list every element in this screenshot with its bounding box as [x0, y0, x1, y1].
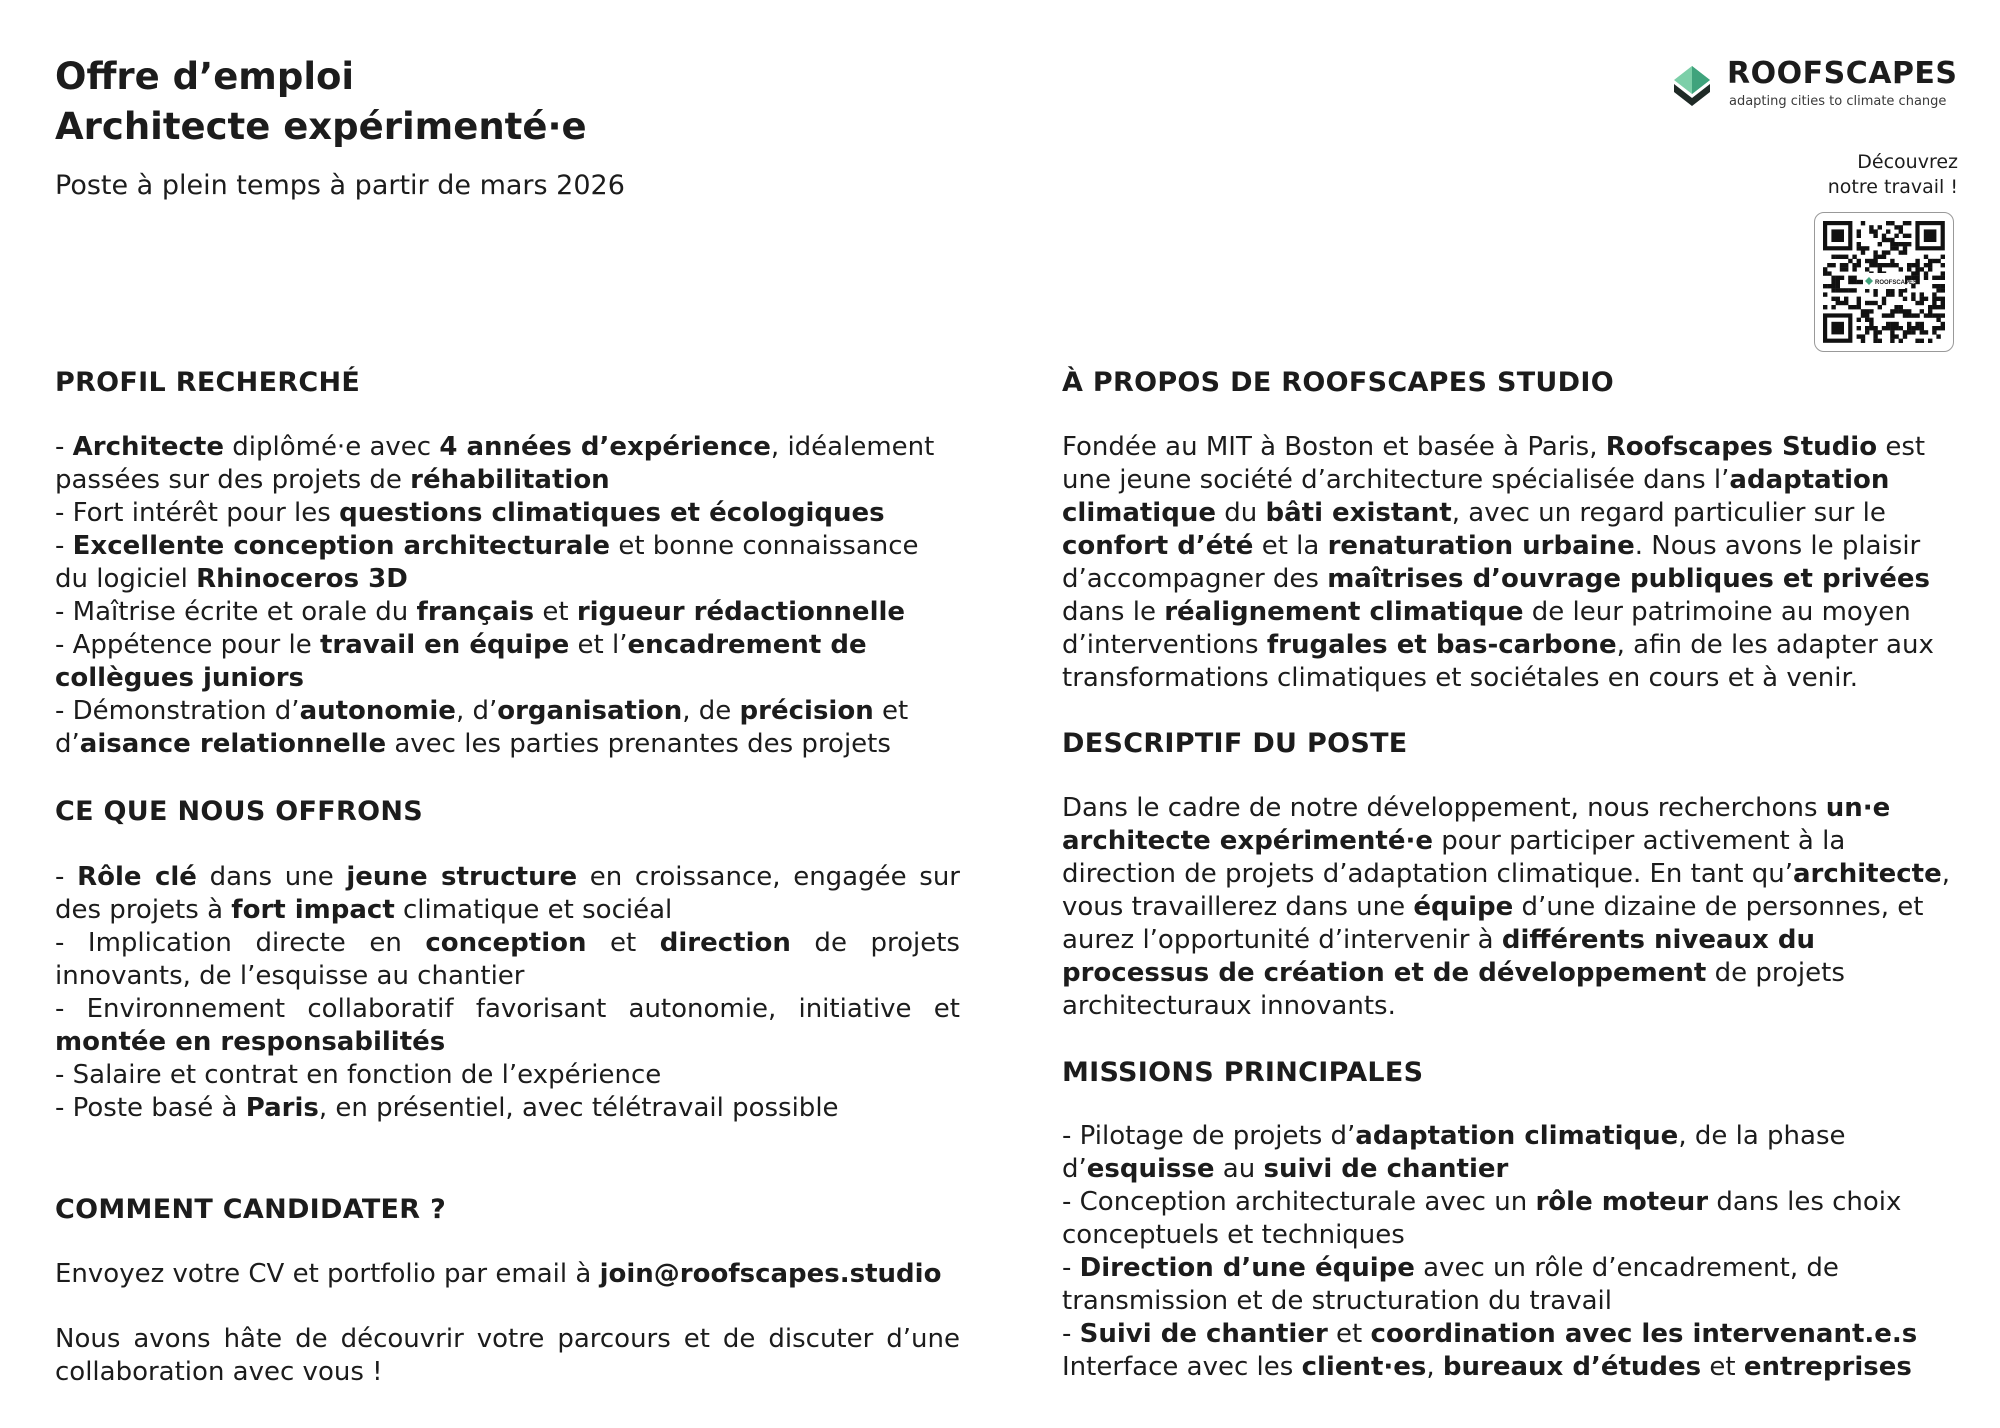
title-line-2: Architecte expérimenté·e	[55, 105, 587, 148]
text-segment: Fondée au MIT à Boston et basée à Paris,	[1062, 432, 1606, 462]
text-segment: dans une	[196, 862, 347, 892]
bold-text: suivi de chantier	[1263, 1154, 1509, 1184]
text-segment: - Appétence pour le	[55, 630, 320, 660]
qr-caption-line-1: Découvrez	[1857, 151, 1958, 173]
bold-text: travail en équipe	[320, 630, 570, 660]
text-segment: Dans le cadre de notre développement, nous recherchons	[1062, 793, 1826, 823]
bold-text: Rhinoceros 3D	[196, 564, 408, 594]
text-segment: au	[1214, 1154, 1264, 1184]
bold-text: jeune structure	[346, 862, 578, 892]
bold-text: direction	[659, 928, 791, 958]
text-segment: , afin de les adapter aux transformations climatiques et sociétales en cours et à venir.	[1062, 630, 1934, 693]
bold-text: entreprises	[1743, 1352, 1912, 1382]
list-item	[1062, 1318, 1962, 1351]
text-segment: , d’	[455, 696, 498, 726]
candidater-email-line	[55, 1258, 960, 1291]
text-segment: Nous avons hâte de découvrir votre parcours et de discuter d’une collaboration avec vous !	[55, 1324, 960, 1387]
text-segment: Interface avec les	[1062, 1352, 1302, 1382]
text-segment: - Environnement collaboratif favorisant autonomie, initiative et	[55, 994, 960, 1024]
text-segment: ,	[1426, 1352, 1443, 1382]
qr-caption	[1780, 150, 1958, 200]
qr-code[interactable]	[1814, 212, 1954, 352]
text-segment: , avec un regard particulier sur le	[1451, 498, 1886, 528]
bold-text: Paris	[245, 1093, 319, 1123]
text-segment: - Pilotage de projets d’	[1062, 1121, 1356, 1151]
list-item	[55, 629, 935, 695]
list-item	[55, 530, 935, 596]
bold-text: réhabilitation	[410, 465, 610, 495]
logo-name: ROOFSCAPES	[1727, 56, 1958, 91]
bold-text: Roofscapes Studio	[1605, 432, 1878, 462]
list-item	[1062, 1252, 1962, 1318]
bold-text: client·es	[1301, 1352, 1427, 1382]
text-segment: de leur patrimoine au moyen d’interventions	[1062, 597, 1911, 660]
text-segment: - Maîtrise écrite et orale du	[55, 597, 417, 627]
bold-text: rigueur rédactionnelle	[576, 597, 906, 627]
list-item	[55, 861, 960, 927]
list-item	[1062, 1351, 1962, 1384]
bold-text: renaturation urbaine	[1327, 531, 1635, 561]
list-item	[1062, 1120, 1962, 1186]
bold-text: bureaux d’études	[1442, 1352, 1702, 1382]
text-segment: , idéalement passées sur des projets de	[55, 432, 935, 495]
list-item	[55, 1092, 960, 1125]
bold-text: fort impact	[231, 895, 395, 925]
text-segment: dans le	[1062, 597, 1165, 627]
bold-text: différents niveaux du processus de création et de développement	[1062, 925, 1816, 988]
bold-text: aisance relationnelle	[79, 729, 387, 759]
text-segment: diplômé·e avec	[223, 432, 440, 462]
text-segment: avec un rôle d’encadrement, de transmission et de structuration du travail	[1062, 1253, 1839, 1316]
bold-text: français	[416, 597, 535, 627]
text-segment: d’une dizaine de personnes, et aurez l’opportunité d’intervenir à	[1062, 892, 1924, 955]
logo-tagline: adapting cities to climate change	[1729, 94, 1947, 109]
profil-heading: PROFIL RECHERCHÉ	[55, 367, 361, 398]
text-segment: - Conception architecturale avec un	[1062, 1187, 1536, 1217]
text-segment: est une jeune société d’architecture spécialisée dans l’	[1062, 432, 1926, 495]
text-segment: - Fort intérêt pour les	[55, 498, 340, 528]
bold-text: Architecte	[72, 432, 224, 462]
text-segment: de projets architecturaux innovants.	[1062, 958, 1845, 1021]
candidater-heading: COMMENT CANDIDATER ?	[55, 1194, 447, 1225]
page-subtitle: Poste à plein temps à partir de mars 2026	[55, 170, 625, 201]
text-segment: climatique et sociéal	[394, 895, 673, 925]
bold-text: conception	[425, 928, 587, 958]
text-segment: -	[55, 432, 73, 462]
bold-text: adaptation climatique	[1355, 1121, 1679, 1151]
list-item	[55, 596, 935, 629]
propos-heading: À PROPOS DE ROOFSCAPES STUDIO	[1062, 367, 1614, 398]
bold-text: confort d’été	[1062, 531, 1254, 561]
list-item	[1062, 1186, 1962, 1252]
bold-text: encadrement de collègues juniors	[55, 630, 867, 693]
text-segment: dans les choix conceptuels et techniques	[1062, 1187, 1902, 1250]
bold-text: bâti existant	[1265, 498, 1452, 528]
bold-text: join@roofscapes.studio	[599, 1259, 942, 1289]
text-segment: , en présentiel, avec télétravail possible	[318, 1093, 839, 1123]
bold-text: esquisse	[1086, 1154, 1215, 1184]
text-segment: -	[55, 531, 73, 561]
missions-list	[1062, 1120, 1962, 1384]
bold-text: questions climatiques et écologiques	[339, 498, 885, 528]
bold-text: maîtrises d’ouvrage publiques et privées	[1327, 564, 1931, 594]
bold-text: Suivi de chantier	[1079, 1319, 1328, 1349]
text-segment: et la	[1253, 531, 1328, 561]
text-segment: Envoyez votre CV et portfolio par email à	[55, 1259, 600, 1289]
roofscapes-diamond-logo-icon	[1672, 64, 1712, 108]
missions-heading: MISSIONS PRINCIPALES	[1062, 1057, 1424, 1088]
text-segment: - Démonstration d’	[55, 696, 300, 726]
bold-text: Rôle clé	[77, 862, 197, 892]
text-segment: du	[1215, 498, 1266, 528]
text-segment: et	[534, 597, 577, 627]
text-segment: et l’	[569, 630, 628, 660]
offrons-list	[55, 861, 960, 1125]
text-segment: pour participer activement à la direction de projets d’adaptation climatique. En tant qu’	[1062, 826, 1846, 889]
bold-text: montée en responsabilités	[55, 1027, 446, 1057]
bold-text: adaptation climatique	[1062, 465, 1890, 528]
bold-text: un·e architecte expérimenté·e	[1062, 793, 1891, 856]
qr-caption-line-2: notre travail !	[1827, 176, 1958, 198]
bold-text: organisation	[497, 696, 683, 726]
text-segment: - Poste basé à	[55, 1093, 246, 1123]
bold-text: Excellente conception architecturale	[72, 531, 611, 561]
descriptif-heading: DESCRIPTIF DU POSTE	[1062, 728, 1408, 759]
list-item	[55, 431, 935, 497]
list-item	[55, 993, 960, 1059]
bold-text: coordination avec les intervenant.e.s	[1370, 1319, 1918, 1349]
bold-text: architecte	[1792, 859, 1942, 889]
candidater-closing-line	[55, 1323, 960, 1389]
text-segment: et	[586, 928, 660, 958]
list-item	[55, 1059, 960, 1092]
bold-text: rôle moteur	[1535, 1187, 1709, 1217]
text-segment: avec les parties prenantes des projets	[386, 729, 891, 759]
propos-text	[1062, 431, 1962, 695]
text-segment: -	[55, 862, 78, 892]
bold-text: équipe	[1413, 892, 1514, 922]
bold-text: autonomie	[299, 696, 456, 726]
text-segment: en croissance, engagée sur des projets à	[55, 862, 960, 925]
text-segment: . Nous avons le plaisir d’accompagner des	[1062, 531, 1921, 594]
profil-list	[55, 431, 935, 761]
text-segment: et	[1327, 1319, 1371, 1349]
roofscapes-logo	[1672, 58, 1960, 114]
title-line-1: Offre d’emploi	[55, 55, 355, 98]
qr-center-label: ROOFSCAPES	[1875, 280, 1918, 286]
bold-text: 4 années d’expérience	[439, 432, 771, 462]
list-item	[55, 497, 935, 530]
text-segment: - Implication directe en	[55, 928, 426, 958]
descriptif-text	[1062, 792, 1962, 1023]
qr-code-icon	[1815, 213, 1953, 351]
bold-text: réalignement climatique	[1164, 597, 1524, 627]
bold-text: frugales et bas-carbone	[1266, 630, 1617, 660]
text-segment: -	[1062, 1253, 1080, 1283]
text-segment: , de	[682, 696, 740, 726]
list-item	[55, 927, 960, 993]
text-segment: - Salaire et contrat en fonction de l’expérience	[55, 1060, 662, 1090]
text-segment: , de la phase d’	[1062, 1121, 1846, 1184]
text-segment: et	[1701, 1352, 1744, 1382]
text-segment: et bonne connaissance du logiciel	[55, 531, 919, 594]
offrons-heading: CE QUE NOUS OFFRONS	[55, 796, 424, 827]
page-title	[55, 52, 587, 152]
list-item	[55, 695, 935, 761]
text-segment: , vous travaillerez dans une	[1062, 859, 1950, 922]
bold-text: Direction d’une équipe	[1079, 1253, 1415, 1283]
bold-text: précision	[739, 696, 874, 726]
text-segment: et d’	[55, 696, 909, 759]
text-segment: -	[1062, 1319, 1080, 1349]
text-segment: de projets innovants, de l’esquisse au chantier	[55, 928, 960, 991]
